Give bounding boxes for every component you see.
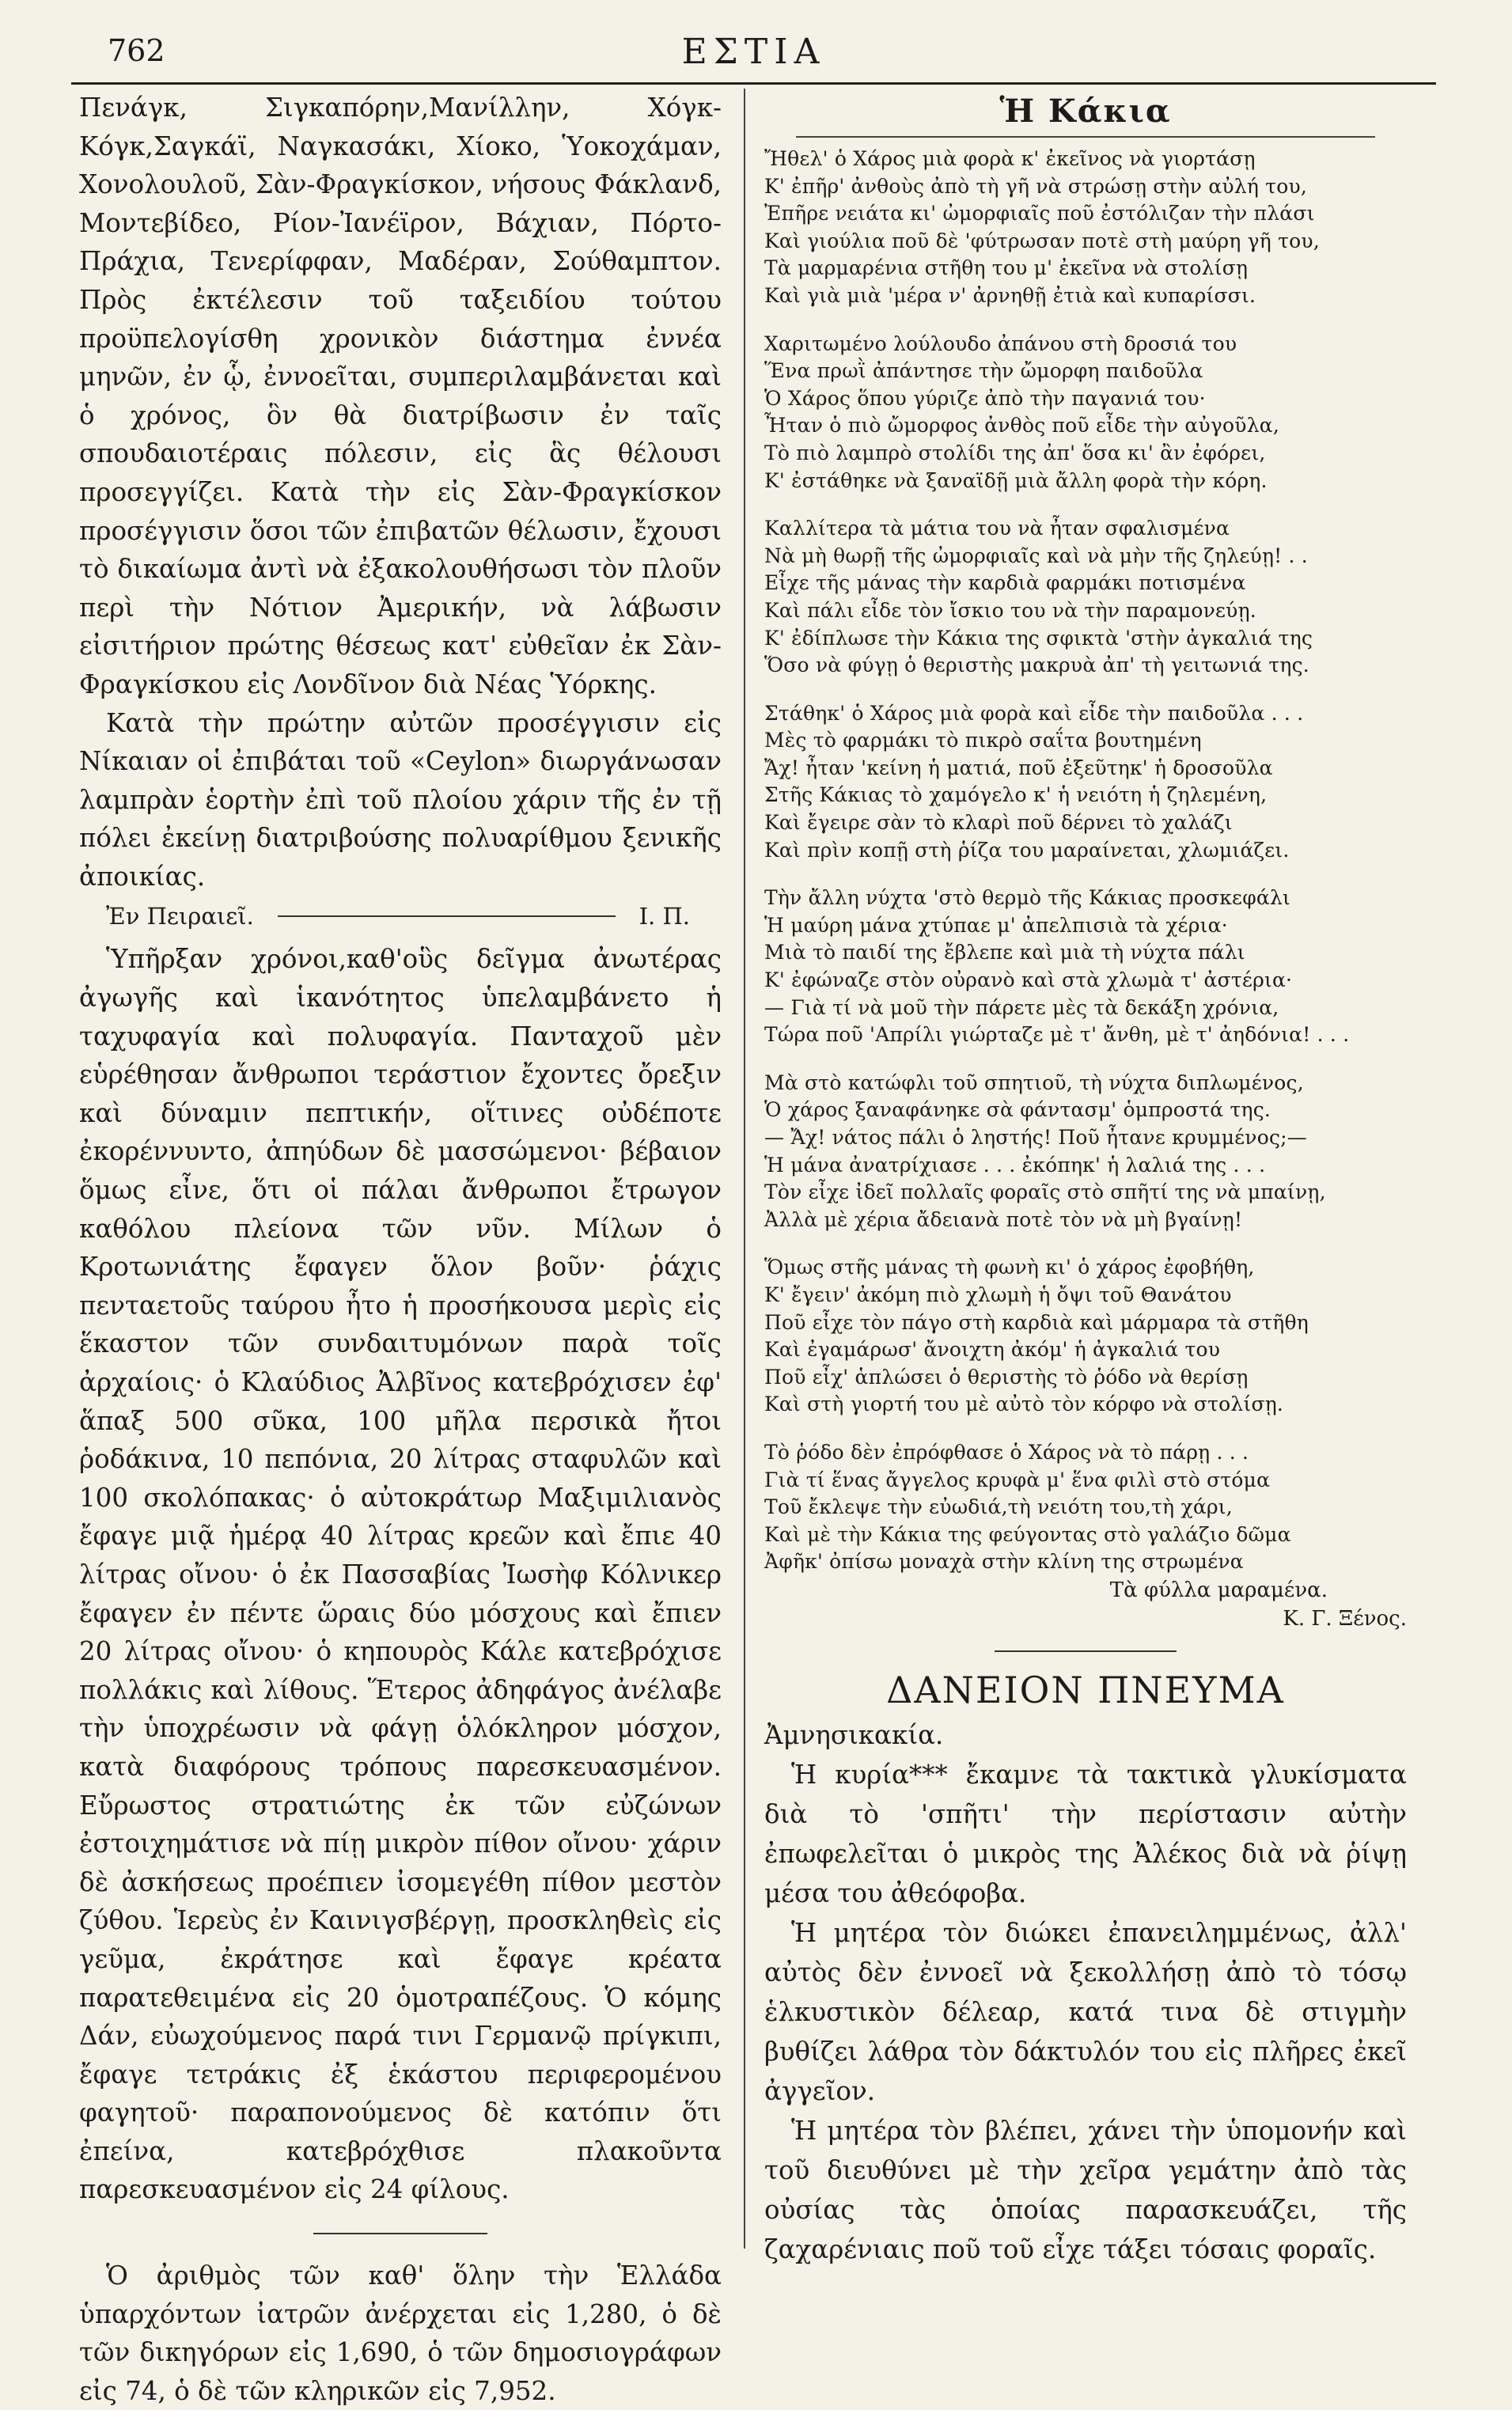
running-head: ΕΣΤΙΑ xyxy=(681,32,826,72)
poem-verse: Κ' ἐπῆρ' ἀνθοὺς ἀπὸ τὴ γῆ νὰ στρώσῃ στὴν αὐλή του, xyxy=(764,174,1307,198)
poem-verse: Ὁ Χάρος ὅπου γύριζε ἀπὸ τὴν παγανιά του· xyxy=(764,386,1206,410)
nice-paragraph: Κατὰ τὴν πρώτην αὐτῶν προσέγγισιν εἰς Νίκαιαν οἱ ἐπιβάται τοῦ «Ceylon» διωργάνωσαν λαμπρὰν ἑορτὴν ἐπὶ τοῦ πλοίου χάριν τῆς ἐν τῇ πόλει ἐκείνῃ διατριβούσης πολυαρίθμου ξενικῆς ἀποικίας. xyxy=(79,707,722,892)
right-column xyxy=(764,89,1407,2269)
poem-stanza xyxy=(764,885,1407,1049)
poem-verse: Καὶ ἔγειρε σὰν τὸ κλαρὶ ποῦ δέρνει τὸ χαλάζι xyxy=(764,811,1233,835)
page-header xyxy=(71,17,1436,85)
poem-verse: Στῆς Κάκιας τὸ χαμόγελο κ' ἡ νειότη ἡ ζηλεμένη, xyxy=(764,783,1268,807)
poem-stanza xyxy=(764,700,1407,865)
gluttony-paragraph: Ὑπῆρξαν χρόνοι,καθ'οὓς δεῖγμα ἀνωτέρας ἀγωγῆς καὶ ἱκανότητος ὑπελαμβάνετο ἡ ταχυφαγία καὶ πολυφαγία. Πανταχοῦ μὲν εὑρέθησαν ἄνθρωποι τεράστιον ἔχοντες ὄρεξιν καὶ δύναμιν πεπτικήν, οἵτινες οὐδέποτε ἐκορέννυντο, ἀπηύδων δὲ μασσώμενοι· βέβαιον ὅμως εἶνε, ὅτι οἱ πάλαι ἄνθρωποι ἔτρωγον καθόλου πλείονα τῶν νῦν. Μίλων ὁ Κροτωνιάτης ἔφαγεν ὅλον βοῦν· ῥάχις πενταετοῦς ταύρου ἦτο ἡ προσήκουσα μερὶς εἰς ἕκαστον τῶν συνδαιτυμόνων παρὰ τοῖς ἀρχαίοις· ὁ Κλαύδιος Ἀλβῖνος κατεβρόχισεν ἐφ' ἅπαξ 500 σῦκα, 100 μῆλα περσικὰ ἤτοι ῥοδάκινα, 10 πεπόνια, 20 λίτρας σταφυλῶν καὶ 100 σκολόπακας· ὁ αὐτοκράτωρ Μαξιμιλιανὸς ἔφαγε μιᾷ ἡμέρᾳ 40 λίτρας κρεῶν καὶ ἔπιε 40 λίτρας οἴνου· ὁ ἐκ Πασσαβίας Ἰωσὴφ Κόλνικερ ἔφαγεν ἐν πέντε ὥραις δύο μόσχους καὶ ἔπιεν 20 λίτρας οἴνου· ὁ κηπουρὸς Κάλε κατεβρόχισε πολλάκις καὶ λίθους. Ἕτερος ἀδηφάγος ἀνέλαβε τὴν ὑποχρέωσιν νὰ φάγῃ ὁλόκληρον μόσχον, κατὰ διαφόρους τρόπους παρεσκευασμένον. Εὔρωστος στρατιώτης ἐκ τῶν εὐζώνων ἐστοιχημάτισε νὰ πίῃ μικρὸν πίθον οἴνου· χάριν δὲ ἀσκήσεως προέπιεν ἰσομεγέθη πίθον μεστὸν ζύθου. Ἱερεὺς ἐν Καινιγσβέργῃ, προσκληθεὶς εἰς γεῦμα, ἐκράτησε καὶ ἔφαγε κρέατα παρατεθειμένα εἰς 20 ὁμοτραπέζους. Ὁ κόμης Δάν, εὐωχούμενος παρά τινι Γερμανῷ πρίγκιπι, ἔφαγε τετράκις ἐξ ἑκάστου περιφερομένου φαγητοῦ· παραπονούμενος δὲ κατόπιν ὅτι ἐπείνα, κατεβρόχθισε πλακοῦντα παρεσκευασμένον εἰς 24 φίλους. xyxy=(79,944,722,2205)
poem-verse: Καὶ στὴ γιορτή του μὲ αὐτὸ τὸν κόρφο νὰ στολίσῃ. xyxy=(764,1393,1284,1416)
poem-verse: Τώρα ποῦ 'Απρίλι γιώρταζε μὲ τ' ἄνθη, μὲ τ' ἀηδόνια! . . . xyxy=(764,1023,1350,1047)
poem-closing-line: Τὰ φύλλα μαραμένα. xyxy=(1109,1578,1328,1602)
poem-verse: Κ' ἔγειν' ἀκόμη πιὸ χλωμὴ ἡ ὄψι τοῦ Θανάτου xyxy=(764,1283,1232,1306)
poem-stanza xyxy=(764,1439,1407,1576)
loan-paragraph-1: Ἡ κυρία*** ἔκαμνε τὰ τακτικὰ γλυκίσματα διὰ τὸ 'σπῆτι' τὴν περίστασιν αὐτὴν ἐπωφελεῖται ὁ μικρὸς της Ἀλέκος διὰ νὰ ῥίψῃ μέσα του ἀθεόφοβα. xyxy=(764,1759,1407,1908)
signature-line xyxy=(79,899,722,934)
poem-author: Κ. Γ. Ξένος. xyxy=(1283,1606,1407,1631)
poem-stanza xyxy=(764,331,1407,495)
poem-verse: Ποῦ εἶχ' ἁπλώσει ὁ θεριστὴς τὸ ῥόδο νὰ θερίσῃ xyxy=(764,1365,1249,1389)
signature-rule xyxy=(278,915,616,917)
poem-verse: Εἶχε τῆς μάνας τὴν καρδιὰ φαρμάκι ποτισμένα xyxy=(764,571,1246,595)
poem-verse: Ἦταν ὁ πιὸ ὤμορφος ἀνθὸς ποῦ εἶδε τὴν αὐγοῦλα, xyxy=(764,414,1279,438)
poem-verse: Νὰ μὴ θωρῇ τῆς ὠμορφιαῖς καὶ νὰ μὴν τῆς ζηλεύῃ! . . xyxy=(764,544,1308,567)
poem-verse: Τὰ μαρμαρένια στῆθη του μ' ἐκεῖνα νὰ στολίσῃ xyxy=(764,256,1249,280)
signature-place: Ἐν Πειραιεῖ. xyxy=(106,903,254,930)
poem-verse: Τὸ πιὸ λαμπρὸ στολίδι της ἀπ' ὅσα κι' ἂν ἐφόρει, xyxy=(764,441,1266,464)
poem-verse: Ὁ χάρος ξαναφάνηκε σὰ φάντασμ' ὁμπροστά της. xyxy=(764,1098,1271,1122)
poem-verse: Τὴν ἄλλη νύχτα 'στὸ θερμὸ τῆς Κάκιας προσκεφάλι xyxy=(764,886,1291,910)
section-subtitle: Ἀμνησικακία. xyxy=(764,1719,944,1750)
poem-verse: Καὶ γιούλια ποῦ δὲ 'φύτρωσαν ποτὲ στὴ μαύρη γῆ του, xyxy=(764,229,1320,252)
poem-verse: Ἕνα πρωῒ ἀπάντησε τὴν ὤμορφη παιδοῦλα xyxy=(764,359,1203,383)
poem-verse: Τὸν εἶχε ἰδεῖ πολλαῖς φοραῖς στὸ σπῆτί της νὰ μπαίνῃ, xyxy=(764,1180,1326,1204)
poem-verse: Μὲς τὸ φαρμάκι τὸ πικρὸ σαΐτα βουτημένη xyxy=(764,729,1202,752)
poem-verse: Ἐπῆρε νειάτα κι' ὠμορφιαῖς ποῦ ἐστόλιζαν τὴν πλάσι xyxy=(764,202,1315,225)
poem-verse: Ὅμως στῆς μάνας τὴ φωνὴ κι' ὁ χάρος ἐφοβήθη, xyxy=(764,1256,1255,1279)
poem-verse: Ἄχ! ἦταν 'κείνη ἡ ματιά, ποῦ ἐξεῦτηκ' ἡ δροσοῦλα xyxy=(764,756,1273,779)
poem-title-rule xyxy=(796,136,1375,138)
poem-verse: Στάθηκ' ὁ Χάρος μιὰ φορὰ καὶ εἶδε τὴν παιδοῦλα . . . xyxy=(764,701,1304,725)
loan-paragraph-2: Ἡ μητέρα τὸν διώκει ἐπανειλημμένως, ἀλλ' αὐτὸς δὲν ἐννοεῖ νὰ ξεκολλήσῃ ἀπὸ τὸ τόσῳ ἑλκυστικὸν δέλεαρ, κατά τινα δὲ στιγμὴν βυθίζει λάθρα τὸν δάκτυλόν του εἰς πλῆρες ἐκεῖ ἀγγεῖον. xyxy=(764,1917,1407,2106)
travel-paragraph: Πενάγκ, Σιγκαπόρην,Μανίλλην, Χόγκ-Κόγκ,Σαγκάϊ, Ναγκασάκι, Χίοκο, Ὑοκοχάμαν, Χονολουλοῦ, Σὰν-Φραγκίσκον, νήσους Φάκλανδ, Μοντεβίδεο, Ρίον-Ἰανέϊρον, Βάχιαν, Πόρτο-Πράχια, Τενερίφφαν, Μαδέραν, Σούθαμπτον. Πρὸς ἐκτέλεσιν τοῦ ταξειδίου τούτου προϋπελογίσθη χρονικὸν διάστημα ἐννέα μηνῶν, ἐν ᾧ, ἐννοεῖται, συμπεριλαμβάνεται καὶ ὁ χρόνος, ὃν θὰ διατρίβωσιν ἐν ταῖς σπουδαιοτέραις πόλεσιν, εἰς ἃς θέλουσι προσεγγίζει. Κατὰ τὴν εἰς Σὰν-Φραγκίσκον προσέγγισιν ὅσοι τῶν ἐπιβατῶν θέλωσιν, ἔχουσι τὸ δικαίωμα ἀντὶ νὰ ἐξακολουθήσωσι τὸν πλοῦν περὶ τὴν Νότιον Ἀμερικήν, νὰ λάβωσιν εἰσιτήριον πρώτης θέσεως κατ' εὐθεῖαν ἐκ Σὰν-Φραγκίσκου εἰς Λονδῖνον διὰ Νέας Ὑόρκης. xyxy=(79,93,722,699)
poem-verse: Κ' ἐδίπλωσε τὴν Κάκια της σφικτὰ 'στὴν ἀγκαλιά της xyxy=(764,626,1313,650)
poem-verse: Καὶ μὲ τὴν Κάκια της φεύγοντας στὸ γαλάζιο δῶμα xyxy=(764,1522,1291,1546)
poem-stanza xyxy=(764,1254,1407,1419)
poem-stanza xyxy=(764,1070,1407,1234)
page-number: 762 xyxy=(108,33,165,68)
doctors-paragraph: Ὁ ἀριθμὸς τῶν καθ' ὅλην τὴν Ἑλλάδα ὑπαρχόντων ἰατρῶν ἀνέρχεται εἰς 1,280, ὁ δὲ τῶν δικηγόρων εἰς 1,690, ὁ τῶν δημοσιογράφων εἰς 74, ὁ δὲ τῶν κληρικῶν εἰς 7,952. xyxy=(79,2260,722,2406)
poem-verse: Τοῦ ἔκλεψε τὴν εὐωδιά,τὴ νειότη του,τὴ χάρι, xyxy=(764,1495,1233,1519)
poem-verse: Χαριτωμένο λούλουδο ἀπάνου στὴ δροσιά του xyxy=(764,332,1237,355)
poem-title: Ἡ Κάκια xyxy=(999,93,1172,130)
poem-verse: Κ' ἐστάθηκε νὰ ξαναϊδῇ μιὰ ἄλλη φορὰ τὴν κόρη. xyxy=(764,468,1268,492)
poem-verse: Ποῦ εἶχε τὸν πάγο στὴ καρδιὰ καὶ μάρμαρα τὰ στῆθη xyxy=(764,1310,1309,1334)
poem-verse: Ἤθελ' ὁ Χάρος μιὰ φορὰ κ' ἐκεῖνος νὰ γιορτάσῃ xyxy=(764,147,1256,170)
poem-verse: Γιὰ τί ἕνας ἄγγελος κρυφὰ μ' ἕνα φιλὶ στὸ στόμα xyxy=(764,1468,1271,1491)
left-column xyxy=(79,89,722,2410)
signature-initials: Ι. Π. xyxy=(639,903,690,930)
poem-verse: — Γιὰ τί νὰ μοῦ τὴν πάρετε μὲς τὰ δεκάξη χρόνια, xyxy=(764,995,1279,1019)
loan-section-body xyxy=(764,1715,1407,2269)
column-divider xyxy=(744,89,745,2249)
poem-verse: Τὸ ῥόδο δὲν ἐπρόφθασε ὁ Χάρος νὰ τὸ πάρῃ . . . xyxy=(764,1440,1249,1464)
poem-verse: Καὶ ἐγαμάρωσ' ἄνοιχτη ἀκόμ' ἡ ἀγκαλιά του xyxy=(764,1338,1221,1362)
poem-verse: Ἡ μαύρη μάνα χτύπαε μ' ἀπελπισιὰ τὰ χέρια· xyxy=(764,913,1228,937)
poem-verse: Ἀφῆκ' ὀπίσω μοναχὰ στὴν κλίνη της στρωμένα xyxy=(764,1550,1244,1574)
poem-verse: Κ' ἐφώναζε στὸν οὐρανὸ καὶ στὰ χλωμὰ τ' ἀστέρια· xyxy=(764,968,1293,992)
poem-verse: Καὶ γιὰ μιὰ 'μέρα ν' ἀρνηθῇ ἐτιὰ καὶ κυπαρίσσι. xyxy=(764,283,1256,307)
poem-verse: Καὶ πάλι εἶδε τὸν ἴσκιο του νὰ τὴν παραμονεύῃ. xyxy=(764,598,1256,622)
poem-verse: — Ἄχ! νάτος πάλι ὁ ληστής! Ποῦ ἦτανε κρυμμένος;— xyxy=(764,1126,1307,1149)
poem-verse: Ἀλλὰ μὲ χέρια ἄδειανὰ ποτὲ τὸν νὰ μὴ βγαίνῃ! xyxy=(764,1207,1243,1231)
poem-verse: Μιὰ τὸ παιδί της ἔβλεπε καὶ μιὰ τὴ νύχτα πάλι xyxy=(764,941,1245,964)
loan-paragraph-3: Ἡ μητέρα τὸν βλέπει, χάνει τὴν ὑπομονήν καὶ τοῦ διευθύνει μὲ τὴν χεῖρα γεμάτην ἀπὸ τὰς οὐσίας τὰς ὁποίας παρασκευάζει, τῆς ζαχαρένιαις ποῦ τοῦ εἶχε τάξει τόσαις φοραῖς. xyxy=(764,2115,1407,2264)
poem-verse: Καὶ πρὶν κοπῇ στὴ ῥίζα του μαραίνεται, χλωμιάζει. xyxy=(764,838,1290,862)
poem-stanza xyxy=(764,146,1407,310)
poem-verse: Καλλίτερα τὰ μάτια του νὰ ἦταν σφαλισμένα xyxy=(764,517,1230,540)
header-rule xyxy=(71,82,1436,85)
poem-stanza xyxy=(764,515,1407,680)
section-rule xyxy=(313,2233,487,2234)
section-rule xyxy=(995,1650,1177,1652)
section-title: ΔΑΝΕΙΟΝ ΠΝΕΥΜΑ xyxy=(886,1668,1285,1711)
poem-verse: Μὰ στὸ κατώφλι τοῦ σπητιοῦ, τὴ νύχτα διπλωμένος, xyxy=(764,1070,1304,1094)
poem-verse: Ἡ μάνα ἀνατρίχιασε . . . ἐκόπηκ' ἡ λαλιά της . . . xyxy=(764,1153,1266,1177)
poem-body xyxy=(764,146,1407,1576)
poem-verse: Ὅσο νὰ φύγῃ ὁ θεριστὴς μακρυὰ ἀπ' τὴ γειτωνιά της. xyxy=(764,654,1309,677)
